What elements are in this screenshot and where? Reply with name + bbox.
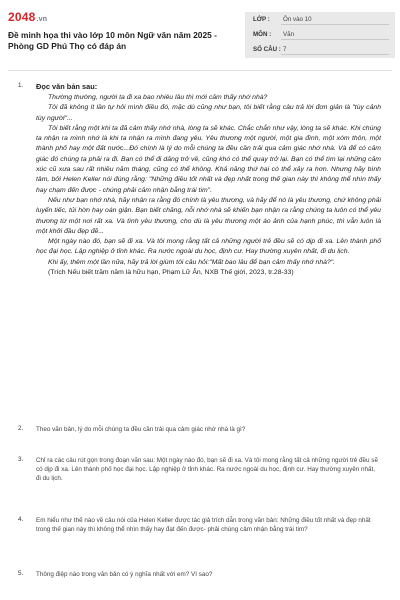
header-divider <box>8 70 392 71</box>
question-body <box>36 82 381 278</box>
logo-suffix: .vn <box>36 16 48 23</box>
question-number: 4. <box>18 516 24 523</box>
meta-underline <box>281 24 389 25</box>
meta-underline <box>281 39 389 40</box>
meta-row-subject <box>245 27 395 42</box>
meta-label: SỐ CÂU : <box>253 46 281 53</box>
document-title: Đề minh họa thi vào lớp 10 môn Ngữ văn năm 2025 - Phòng GD Phú Thọ có đáp án <box>8 30 217 51</box>
meta-underline <box>281 54 389 55</box>
passage-paragraph: Nếu như bạn nhớ nhà, hãy nhận ra rằng đó chính là yêu thương, và hãy để nó là yêu thương, chứ không phải luyến tiếc, tủi hờn hay oán giận. Bạn biết chăng, nỗi nhớ nhà sẽ khiến bạn nhận ra rằng chúng ta luôn có thể yêu thương từ một nơi rất xa. Và tình yêu thương, cho dù là yêu thương một áo ảnh của hạnh phúc, thì vẫn luôn là một khởi đầu đẹp đẽ... <box>36 196 381 235</box>
meta-row-count <box>245 42 395 57</box>
meta-value: Ôn vào 10 <box>283 16 312 23</box>
meta-label: LỚP : <box>253 16 270 23</box>
meta-panel <box>245 12 395 58</box>
site-logo[interactable] <box>8 10 47 24</box>
meta-row-class <box>245 12 395 27</box>
passage-paragraph: Thường thường, người ta đi xa bao nhiêu lâu thì mới cảm thấy nhớ nhà? <box>48 94 268 101</box>
question-number: 3. <box>18 456 24 463</box>
question-text: Em hiểu như thế nào về câu nói của Helen Keller được tác giả trích dẫn trong văn bản: Những điều tốt nhất và đẹp nhất trong thế gian này thì không thể nhìn thấy hay đạt đến được- phải chúng cảm nhận bằng trái tim? <box>36 517 371 534</box>
question-text: Chỉ ra các câu rút gọn trong đoạn văn sau: Một ngày nào đó, bạn sẽ đi xa. Và tôi mong rằng tất cả những người trẻ đều sẽ có dịp đi xa. Lên thành phố học đại học. Lập nghiệp ở tỉnh khác. Ra nước ngoài du học, định cư. Hay thường xuyên nhất, đi du lịch. <box>36 457 378 483</box>
question-number: 1. <box>18 82 24 89</box>
question-text: Theo văn bản, lý do mỗi chúng ta đều cần trải qua cảm giác nhớ nhà là gì? <box>36 426 246 433</box>
passage-source: (Trích Nếu biết trăm năm là hữu hạn, Phạm Lữ Ân, NXB Thế giới, 2023, tr.28-33) <box>48 269 294 277</box>
passage-paragraph: Tôi đã không ít lần tự hỏi mình điều đó, mặc dù cũng như bạn, tôi biết rằng câu trả lời đơn giản là "tùy cảnh tùy người"... <box>36 104 381 122</box>
meta-label: MÔN : <box>253 31 272 38</box>
reading-passage <box>36 93 381 278</box>
question-number: 5. <box>18 570 24 577</box>
meta-value: 7 <box>283 46 287 53</box>
question-heading: Đọc văn bản sau: <box>36 82 98 91</box>
meta-value: Văn <box>283 31 295 38</box>
question-text: Thông điệp nào trong văn bản có ý nghĩa nhất với em? Vì sao? <box>36 571 213 578</box>
question-number: 2. <box>18 425 24 432</box>
passage-paragraph: Khi ấy, thêm một lần nữa, hãy trả lời giùm tôi câu hỏi:"Mất bao lâu để bạn cảm thấy nhớ nhà?". <box>48 258 336 266</box>
worksheet-header <box>0 0 400 66</box>
passage-paragraph: Tôi biết rằng một khi ta đã cảm thấy nhớ nhà, lòng ta sẽ khác. Chắc chắn như vậy, lòng ta sẽ khác. Khi chúng ta nhận ra mình nhớ là khi ta nhận ra mình đang yêu. Yêu thương một người, một gia đình, một xóm thôn, một thành phố hay một đất nước...Đó chính là lý do mỗi chúng ta đều cần trải qua cảm giác nhớ nhà. Và để có cảm giác đó chúng ta phải ra đi. Bạn có thể đi dăng trở về, cũng khó có thể quay trở lại. Bạn có thể tìm lại những cảm xúc cũ xưa sau rất nhiều năm tháng, cũng có thể không. Khả năng thứ hai có thể xảy ra hơn. Nhưng hãy bình tâm, bởi Helen Keller nói đúng rằng: "Những điều tốt nhất và đẹp nhất trong thế gian này thì không thể nhìn thấy hay chạm đến được - chúng phải cảm nhận bằng trái tim". <box>36 124 381 194</box>
logo-text: 2048 <box>8 10 36 24</box>
passage-paragraph: Một ngày nào đó, bạn sẽ đi xa. Và tôi mong rằng tất cả những người trẻ đều sẽ có dịp đi xa. Lên thành phố học đại học. Lập nghiệp ở tỉnh khác. Ra nước ngoài du học, định cư. Hay thường xuyên nhất, đi du lịch. <box>36 238 381 256</box>
